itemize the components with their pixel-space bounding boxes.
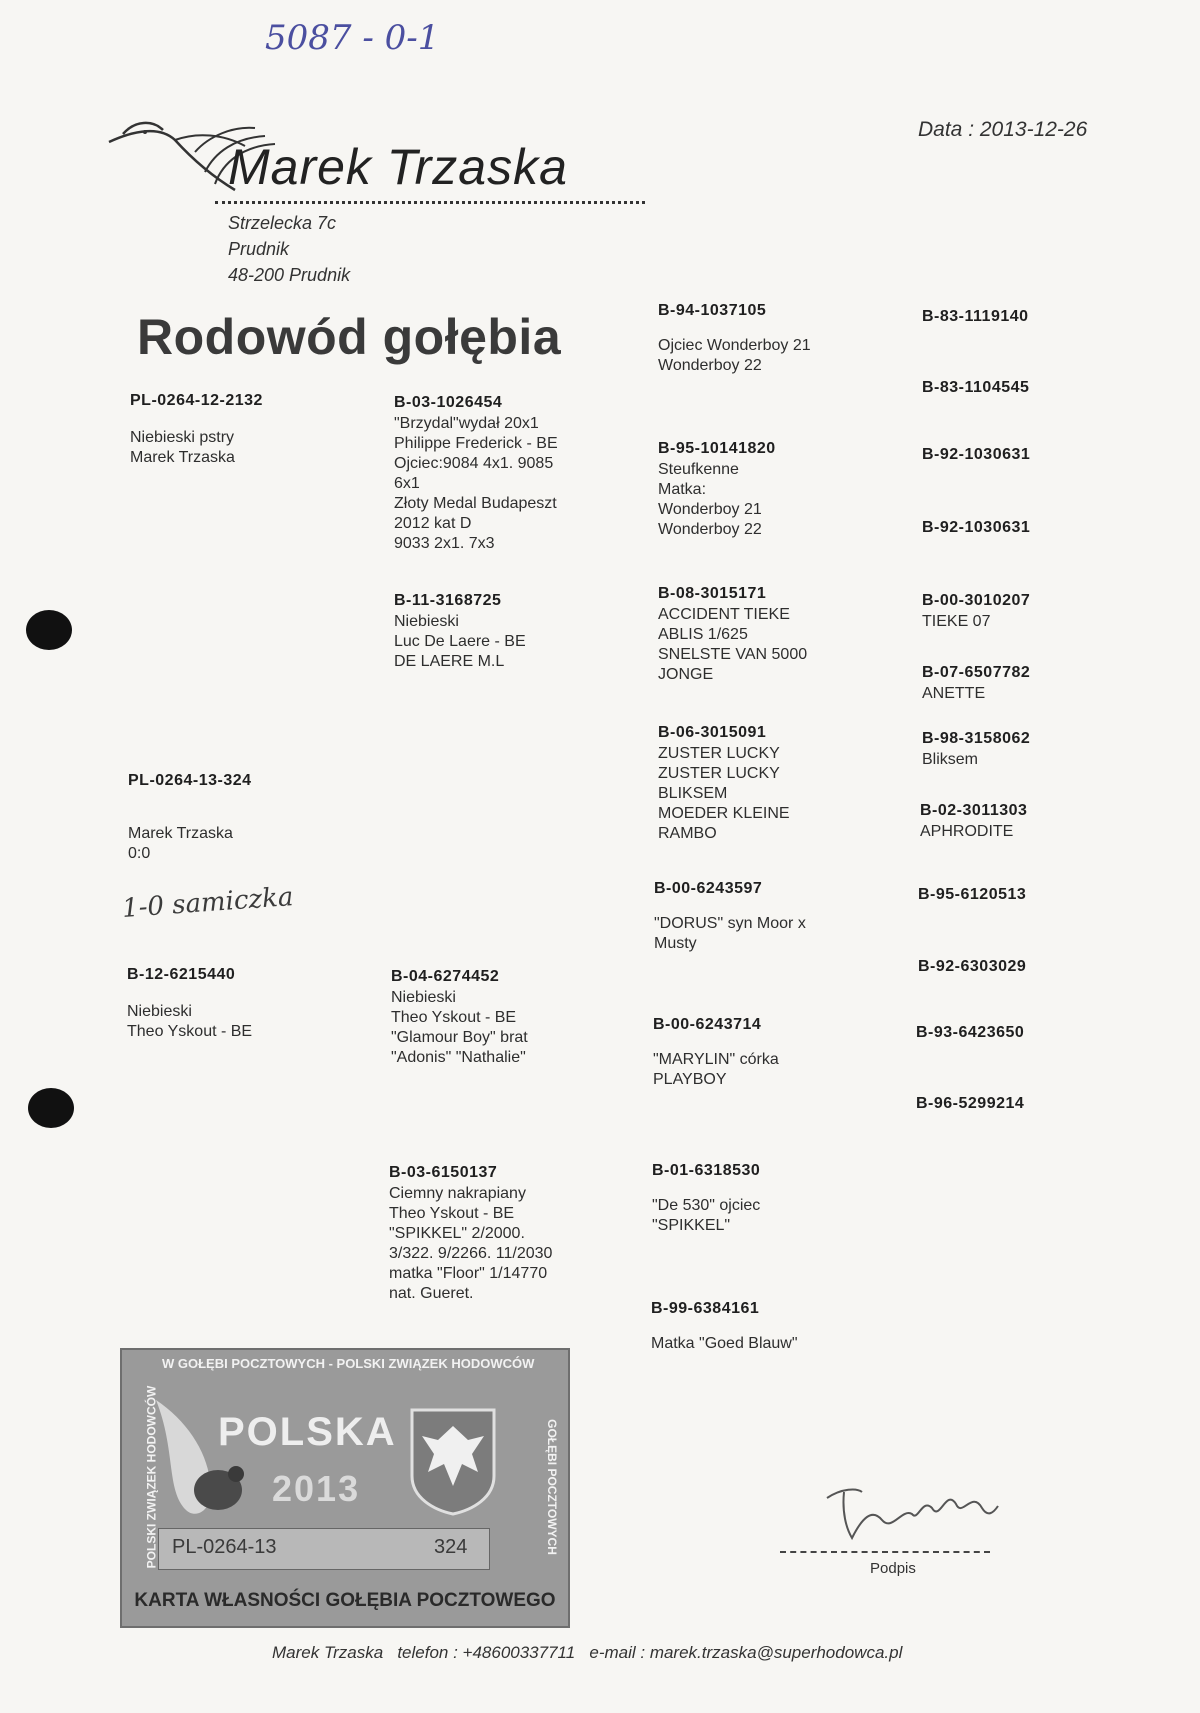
fm-details: Steufkenne Matka: Wonderboy 21 Wonderboy 22 xyxy=(658,461,762,538)
gen4-5 xyxy=(922,592,1030,632)
stamp-year: 2013 xyxy=(272,1468,361,1509)
pigeon2-details: Marek Trzaska 0:0 xyxy=(128,825,233,862)
ff-ring: B-94-1037105 xyxy=(658,302,767,319)
dam-block xyxy=(127,966,252,1042)
logo-dotted-rule xyxy=(215,201,645,204)
dam-ring: B-12-6215440 xyxy=(127,966,236,983)
mf-details: ACCIDENT TIEKE ABLIS 1/625 SNELSTE VAN 5000 JONGE xyxy=(658,606,808,683)
ff-details: Ojciec Wonderboy 21 Wonderboy 22 xyxy=(658,337,811,374)
fm-ring: B-95-10141820 xyxy=(658,440,776,457)
gen4b-3 xyxy=(916,1024,1024,1044)
stamp-bottom-text: KARTA WŁASNOŚCI GOŁĘBIA POCZTOWEGO xyxy=(134,1590,556,1611)
gen4b-1-ring: B-95-6120513 xyxy=(918,886,1027,903)
gen4-1-ring: B-83-1119140 xyxy=(922,308,1029,325)
gen4-7-ring: B-98-3158062 xyxy=(922,730,1031,747)
stamp-top-text: W GOŁĘBI POCZTOWYCH - POLSKI ZWIĄZEK HODOWCÓW xyxy=(162,1356,535,1371)
mf-block xyxy=(658,585,898,685)
pigeon2-ring: PL-0264-13-324 xyxy=(128,772,252,789)
stamp-right-text: GOŁĘBI POCZTOWYCH xyxy=(544,1419,559,1555)
punch-hole-top xyxy=(26,610,72,650)
gen4-4-ring: B-92-1030631 xyxy=(922,519,1031,536)
mm-block xyxy=(658,724,898,844)
dfm-details: "MARYLIN" córka PLAYBOY xyxy=(653,1051,779,1088)
pigeon-block xyxy=(130,392,263,468)
gen4b-4-ring: B-96-5299214 xyxy=(916,1095,1025,1112)
dmf-ring: B-01-6318530 xyxy=(652,1162,761,1179)
mf-ring: B-08-3015171 xyxy=(658,585,767,602)
gen4-6-name: ANETTE xyxy=(922,685,986,702)
pigeon-ring: PL-0264-12-2132 xyxy=(130,392,263,409)
gen4-2 xyxy=(922,379,1029,399)
dam-details: Niebieski Theo Yskout - BE xyxy=(127,1003,253,1040)
dff-details: "DORUS" syn Moor x Musty xyxy=(654,915,806,952)
dmf-details: "De 530" ojciec "SPIKKEL" xyxy=(652,1197,761,1234)
pigeon2-handnote: 1-0 samiczka xyxy=(121,882,295,924)
dfm-block xyxy=(653,1016,893,1090)
signature-line xyxy=(780,1551,990,1553)
dff-block xyxy=(654,880,894,954)
dmm-ring: B-99-6384161 xyxy=(651,1300,760,1317)
mother-cross-ring: B-11-3168725 xyxy=(394,592,502,609)
address-street: Strzelecka 7c xyxy=(228,213,337,233)
dam-mother-block xyxy=(389,1164,629,1304)
gen4-3 xyxy=(922,446,1030,466)
date-label: Data : 2013-12-26 xyxy=(918,118,1088,141)
dam-mother-details: Ciemny nakrapiany Theo Yskout - BE "SPIKKEL" 2/2000. 3/322. 9/2266. 11/2030 matka "Floor" 1/14770 nat. Gueret. xyxy=(389,1185,553,1302)
fm-block xyxy=(658,440,898,540)
dmm-details: Matka "Goed Blauw" xyxy=(651,1335,798,1352)
dmf-block xyxy=(652,1162,892,1236)
stamp-left-text: POLSKI ZWIĄZEK HODOWCÓW xyxy=(144,1385,159,1569)
pigeon-details: Niebieski pstry Marek Trzaska xyxy=(130,429,235,466)
address-city: Prudnik xyxy=(228,239,290,259)
stamp-country: POLSKA xyxy=(218,1410,397,1454)
breeder-name: Marek Trzaska xyxy=(228,139,568,195)
eagle-emblem-icon xyxy=(408,1406,498,1516)
gen4-5-ring: B-00-3010207 xyxy=(922,592,1031,609)
dam-mother-ring: B-03-6150137 xyxy=(389,1164,498,1181)
gen4-5-name: TIEKE 07 xyxy=(922,613,991,630)
gen4-6 xyxy=(922,664,1030,704)
gen4b-3-ring: B-93-6423650 xyxy=(916,1024,1025,1041)
signature-label: Podpis xyxy=(870,1560,916,1577)
signature-scribble xyxy=(822,1478,1002,1548)
gen4-8 xyxy=(920,802,1027,842)
dam-father-block xyxy=(391,968,621,1068)
mother-cross-details: Niebieski Luc De Laere - BE DE LAERE M.L xyxy=(394,613,526,670)
dam-father-ring: B-04-6274452 xyxy=(391,968,500,985)
pigeon2-block xyxy=(128,772,252,864)
page-title: Rodowód gołębia xyxy=(137,309,562,365)
gen4-7 xyxy=(922,730,1030,770)
punch-hole-bottom xyxy=(28,1088,74,1128)
father-block xyxy=(394,394,624,554)
dam-father-details: Niebieski Theo Yskout - BE "Glamour Boy" brat "Adonis" "Nathalie" xyxy=(391,989,528,1066)
gen4-4 xyxy=(922,519,1030,539)
mm-ring: B-06-3015091 xyxy=(658,724,767,741)
dmm-block xyxy=(651,1300,911,1354)
footer-contact: Marek Trzaska telefon : +48600337711 e-mail : marek.trzaska@superhodowca.pl xyxy=(272,1643,903,1662)
gen4b-2 xyxy=(918,958,1026,978)
stamp-number: 324 xyxy=(434,1536,468,1558)
gen4-2-ring: B-83-1104545 xyxy=(922,379,1030,396)
handwritten-reference: 5087 - 0-1 xyxy=(265,18,440,58)
ff-block xyxy=(658,302,898,376)
mm-details: ZUSTER LUCKY ZUSTER LUCKY BLIKSEM MOEDER KLEINE RAMBO xyxy=(658,745,790,842)
dff-ring: B-00-6243597 xyxy=(654,880,763,897)
stamp-ring: PL-0264-13 xyxy=(172,1536,277,1558)
breeder-address xyxy=(228,210,350,288)
father-ring: B-03-1026454 xyxy=(394,394,503,411)
address-postal: 48-200 Prudnik xyxy=(228,265,351,285)
gen4-6-ring: B-07-6507782 xyxy=(922,664,1031,681)
gen4-8-name: APHRODITE xyxy=(920,823,1014,840)
gen4-3-ring: B-92-1030631 xyxy=(922,446,1031,463)
gen4-8-ring: B-02-3011303 xyxy=(920,802,1028,819)
gen4b-2-ring: B-92-6303029 xyxy=(918,958,1027,975)
mother-cross-block xyxy=(394,592,624,672)
father-details: "Brzydal"wydał 20x1 Philippe Frederick - BE Ojciec:9084 4x1. 9085 6x1 Złoty Medal Budapeszt 2012 kat D 9033 2x1. 7x3 xyxy=(394,415,558,552)
gen4-1 xyxy=(922,308,1029,328)
gen4-7-name: Bliksem xyxy=(922,751,979,768)
gen4b-4 xyxy=(916,1095,1024,1115)
gen4b-1 xyxy=(918,886,1026,906)
dfm-ring: B-00-6243714 xyxy=(653,1016,762,1033)
ownership-card-stamp xyxy=(120,1348,570,1628)
